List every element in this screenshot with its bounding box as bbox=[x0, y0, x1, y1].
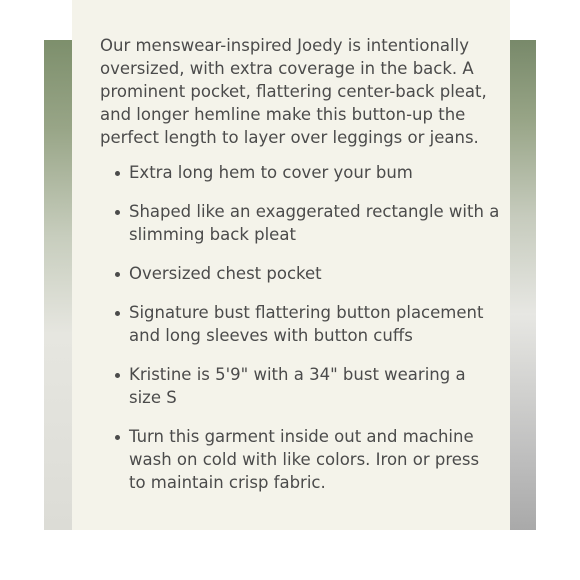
feature-text: Oversized chest pocket bbox=[129, 264, 322, 283]
bullet-icon bbox=[115, 171, 120, 176]
description-intro: Our menswear-inspired Joedy is intentionally oversized, with extra coverage in the back. A prominent pocket, flattering center-back pleat, and longer hemline make this button-up the perfect length to layer over leggings or jeans. bbox=[100, 36, 487, 147]
feature-list-item bbox=[100, 363, 500, 409]
feature-text: Turn this garment inside out and machine wash on cold with like colors. Iron or press to maintain crisp fabric. bbox=[129, 427, 480, 492]
feature-list-item bbox=[100, 200, 500, 246]
feature-list bbox=[100, 161, 500, 494]
bullet-icon bbox=[115, 210, 120, 215]
feature-list-item bbox=[100, 262, 500, 285]
right-side-photo-strip bbox=[510, 40, 536, 530]
bullet-icon bbox=[115, 435, 120, 440]
bullet-icon bbox=[115, 272, 120, 277]
feature-text: Signature bust flattering button placement and long sleeves with button cuffs bbox=[129, 303, 484, 345]
description-content bbox=[100, 34, 500, 510]
feature-text: Shaped like an exaggerated rectangle with a slimming back pleat bbox=[129, 202, 500, 244]
bottom-white-margin bbox=[0, 530, 580, 580]
feature-text: Kristine is 5'9" with a 34" bust wearing a size S bbox=[129, 365, 466, 407]
bullet-icon bbox=[115, 373, 120, 378]
bullet-icon bbox=[115, 311, 120, 316]
feature-list-item bbox=[100, 161, 500, 184]
left-side-photo-strip bbox=[44, 40, 72, 530]
feature-list-item bbox=[100, 301, 500, 347]
feature-list-item bbox=[100, 425, 500, 494]
product-description-panel bbox=[72, 0, 510, 530]
feature-text: Extra long hem to cover your bum bbox=[129, 163, 413, 182]
